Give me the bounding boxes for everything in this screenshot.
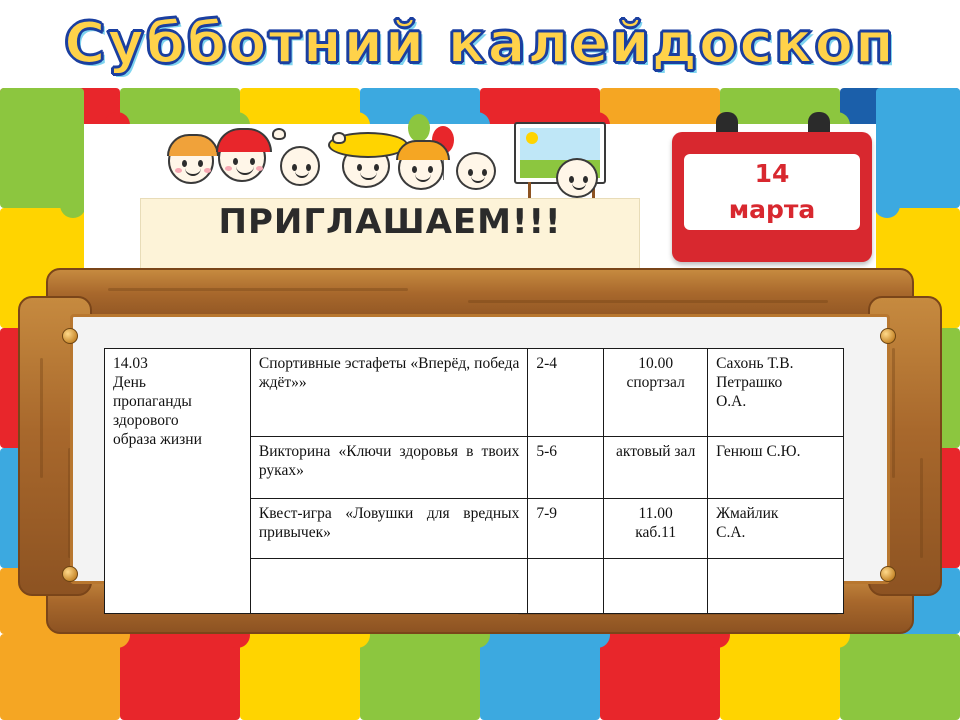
board-screw-icon bbox=[62, 328, 78, 344]
calendar-day: 14 bbox=[754, 159, 790, 188]
cell-responsible bbox=[708, 498, 844, 558]
date-line: пропаганды bbox=[113, 392, 192, 410]
responsible-line: Сахонь Т.В. bbox=[716, 355, 794, 372]
responsible-line: Жмайлик bbox=[716, 504, 779, 522]
responsible-line: Петрашко bbox=[716, 373, 783, 391]
date-line: образа жизни bbox=[113, 430, 202, 448]
cell-date bbox=[105, 349, 251, 614]
kid-face-3 bbox=[280, 146, 320, 186]
raised-hand-icon bbox=[272, 128, 286, 140]
date-line: здорового bbox=[113, 411, 179, 429]
invitation-text: ПРИГЛАШАЕМ!!! bbox=[218, 202, 562, 242]
board-screw-icon bbox=[880, 566, 896, 582]
schedule-table bbox=[104, 348, 844, 614]
kid-face-4 bbox=[342, 144, 390, 188]
kid-face-1 bbox=[168, 138, 214, 184]
cell-event: Викторина «Ключи здоровья в твоих руках» bbox=[250, 437, 527, 499]
cell-responsible-empty bbox=[708, 558, 844, 613]
balloon-green-icon bbox=[408, 114, 430, 142]
invitation-banner bbox=[140, 110, 640, 270]
responsible-line: О.А. bbox=[716, 392, 747, 410]
cell-classes-empty bbox=[528, 558, 604, 613]
time-value: 11.00 bbox=[638, 504, 673, 522]
cell-time-empty bbox=[604, 558, 708, 613]
time-value: 10.00 bbox=[638, 355, 674, 372]
calendar-month: марта bbox=[728, 195, 816, 224]
kid-face-2 bbox=[218, 134, 266, 182]
cell-event: Квест-игра «Ловушки для вредных привычек» bbox=[250, 498, 527, 558]
place-value: каб.11 bbox=[635, 523, 677, 541]
calendar-widget bbox=[672, 112, 872, 262]
kid-face-7 bbox=[556, 158, 598, 198]
kid-face-5 bbox=[398, 146, 444, 190]
raised-hand-icon bbox=[332, 132, 346, 144]
cell-classes: 2-4 bbox=[528, 349, 604, 437]
cell-time bbox=[604, 437, 708, 499]
cell-responsible bbox=[708, 349, 844, 437]
cell-classes: 5-6 bbox=[528, 437, 604, 499]
puzzle-border-bottom bbox=[0, 634, 960, 720]
place-value: спортзал bbox=[626, 373, 685, 391]
date-line: День bbox=[113, 373, 147, 391]
page-title-text: Субботний калейдоскоп bbox=[64, 11, 896, 76]
cell-time bbox=[604, 498, 708, 558]
children-illustration bbox=[156, 118, 626, 206]
calendar-date bbox=[684, 156, 860, 228]
date-line: 14.03 bbox=[113, 355, 148, 372]
board-screw-icon bbox=[880, 328, 896, 344]
place-value: актовый зал bbox=[616, 443, 696, 461]
cell-event: Спортивные эстафеты «Вперёд, победа ждёт»» bbox=[250, 349, 527, 437]
board-screw-icon bbox=[62, 566, 78, 582]
cell-event-empty bbox=[250, 558, 527, 613]
page-title bbox=[0, 2, 960, 88]
table-row bbox=[105, 349, 844, 437]
responsible-line: С.А. bbox=[716, 523, 746, 541]
cell-time bbox=[604, 349, 708, 437]
cell-responsible: Генюш С.Ю. bbox=[708, 437, 844, 499]
kid-face-6 bbox=[456, 152, 496, 190]
cell-classes: 7-9 bbox=[528, 498, 604, 558]
